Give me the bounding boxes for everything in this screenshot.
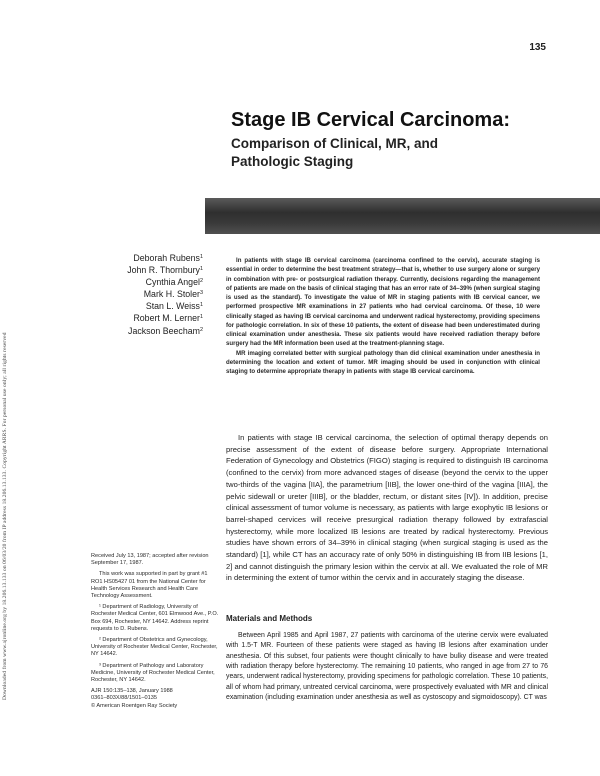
citation-line: © American Roentgen Ray Society (91, 702, 178, 709)
author-entry: Cynthia Angel$^2$ (145, 277, 203, 288)
methods-section (226, 631, 548, 759)
author-entry: John R. Thornbury$^1$ (127, 265, 203, 276)
decorative-banner (205, 198, 600, 234)
author-list (63, 252, 203, 337)
author-entry: Stan L. Weiss$^1$ (145, 301, 203, 312)
author-entry: Deborah Rubens$^1$ (133, 253, 203, 263)
abstract (226, 256, 540, 376)
support-note: This work was supported in part by grant #1 RO1 HS05427 01 from the National Center for Health Services Research and Health Care Technology Assessment. (91, 571, 208, 600)
article-subtitle: Comparison of Clinical, MR, and Pathologic Staging (231, 136, 439, 169)
page-number: 135 (529, 42, 546, 53)
abstract-paragraph: In patients with stage IB cervical carcinoma (carcinoma confined to the cervix), accurate staging is essential in order to determine the best treatment strategy—that is, whether to use surgery alone or surgery in combination with pre- or postsurgical radiation therapy. Currently, decisions regarding the management of patients are made on the basis of clinical staging that has an error rate of 34–39% (when surgical staging is used as the standard). To investigate the value of MR in staging patients with IB cervical cancer, we performed prospective MR examinations in 27 patients who had cervical carcinoma. Of these, 10 were clinically staged as having IB cervical carcinoma and underwent radical hysterectomy, providing specimens for pathologic correlation. In six of these 10 patients, the extent of disease had been underestimated during clinical examination under anesthesia. These six patients would have received radiation therapy before surgery had the MR information been used at the treatment-planning stage. (226, 257, 540, 348)
introduction (226, 432, 548, 584)
methods-paragraph: Between April 1985 and April 1987, 27 patients with carcinoma of the uterine cervix were evaluated with 1.5-T MR. Fourteen of these patients were staged as having IB lesions after examination under anesthesia. Of this subset, four patients were thought clinically to have bulky disease and were treated with radiation therapy before hysterectomy. The remaining 10 patients, who ranged in age from 27 to 76 years, underwent radical hysterectomy, providing specimens for pathologic correlation. These 10 patients, all of whom had primary, untreated cervical carcinoma, were prospectively evaluated with MR and clinical examination (including examination under anesthesia as well as cystoscopy and sigmoidoscopy). CT was (226, 632, 548, 702)
author-entry: Jackson Beecham$^2$ (128, 325, 203, 336)
citation-line: AJR 150:135–138, January 1988 (91, 688, 173, 695)
author-entry: Robert M. Lerner$^1$ (133, 313, 203, 324)
methods-heading: Materials and Methods (226, 614, 313, 623)
author-entry: Mark H. Stoler$^3$ (143, 289, 203, 300)
affiliation-note: ¹ Department of Radiology, University of Rochester Medical Center, 601 Elmwood Ave., P.O. Box 694, Rochester, NY 14642. Address reprint requests to D. Rubens. (91, 604, 219, 632)
footnotes (91, 553, 219, 710)
download-notice: Downloaded from www.ajronline.org by 18.206.13.133 on 06/03/20 from IP address 18.206.13.133. Copyright ARRS. For personal use only; all rights reserved (2, 332, 8, 700)
affiliation-note: ³ Department of Pathology and Laboratory Medicine, University of Rochester Medical Center, Rochester, NY 14642. (91, 662, 215, 684)
received-note: Received July 13, 1987; accepted after revision September 17, 1987. (91, 553, 209, 567)
abstract-paragraph: MR imaging correlated better with surgical pathology than did clinical examination under anesthesia in determining the location and extent of tumor. MR imaging should be used in conjunction with clinical staging to determine appropriate therapy in patients with stage IB cervical carcinoma. (226, 349, 540, 375)
body-paragraph: In patients with stage IB cervical carcinoma, the selection of optimal therapy depends on precise assessment of the extent of disease before surgery. Appropriate International Federation of Gynecology and Obstetrics (FIGO) staging is required to distinguish IB carcinoma (confined to the cervix) from more advanced stages of disease (beyond the cervix to the upper two-thirds of the vagina [IIA], the parametrium [IIB], the lower one-third of the vagina [IIIA], the pelvic sidewall or ureter [IIIB], or the bladder, rectum, or distant sites [IV]). In addition, precise clinical assessment of tumor volume is necessary, as patients with large exophytic IB lesions or barrel-shaped cervices will receive presurgical radiation therapy followed by extrafascial hysterectomy, while more localized IB lesions are treated by radical hysterectomy. Previous studies have shown errors of 34–39% in clinical staging (when surgical staging is used as the standard) [1], while CT has an accuracy rate of only 50% in distinguishing IB from IIB lesions [1, 2] and cannot distinguish the primary lesion within the cervix at all. We evaluated the role of MR in determining the extent of tumor within the cervix and in accurately staging the disease. (226, 433, 548, 583)
citation-line: 0361–803X/88/1501–0135 (91, 695, 157, 702)
affiliation-note: ² Department of Obstetrics and Gynecology, University of Rochester Medical Center, Rochester, NY 14642. (91, 637, 218, 658)
article-title: Stage IB Cervical Carcinoma: (231, 109, 510, 131)
